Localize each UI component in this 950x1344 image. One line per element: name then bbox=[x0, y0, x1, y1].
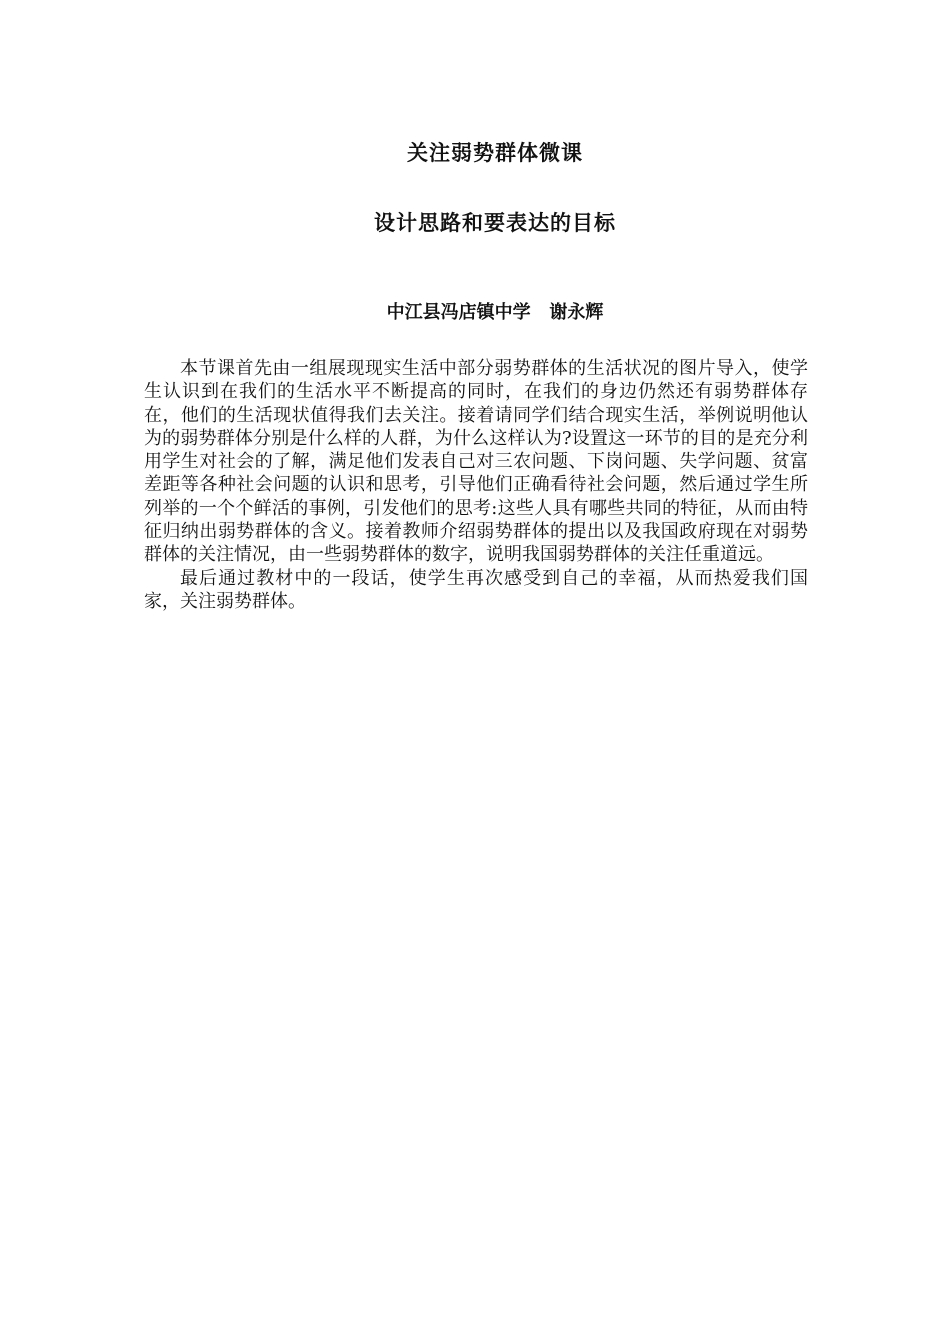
body-paragraph: 最后通过教材中的一段话，使学生再次感受到自己的幸福，从而热爱我们国家，关注弱势群体。 bbox=[144, 567, 808, 612]
document-title: 关注弱势群体微课 bbox=[407, 141, 583, 165]
document-body bbox=[144, 357, 808, 613]
author-line: 中江县冯店镇中学 谢永辉 bbox=[386, 302, 604, 323]
document-subtitle: 设计思路和要表达的目标 bbox=[374, 211, 616, 235]
body-paragraph: 本节课首先由一组展现现实生活中部分弱势群体的生活状况的图片导入，使学生认识到在我们的生活水平不断提高的同时，在我们的身边仍然还有弱势群体存在，他们的生活现状值得我们去关注。接着请同学们结合现实生活，举例说明他认为的弱势群体分别是什么样的人群，为什么这样认为?设置这一环节的目的是充分利用学生对社会的了解，满足他们发表自己对三农问题、下岗问题、失学问题、贫富差距等各种社会问题的认识和思考，引导他们正确看待社会问题，然后通过学生所列举的一个个鲜活的事例，引发他们的思考:这些人具有哪些共同的特征，从而由特征归纳出弱势群体的含义。接着教师介绍弱势群体的提出以及我国政府现在对弱势群体的关注情况，由一些弱势群体的数字，说明我国弱势群体的关注任重道远。 bbox=[144, 358, 808, 566]
